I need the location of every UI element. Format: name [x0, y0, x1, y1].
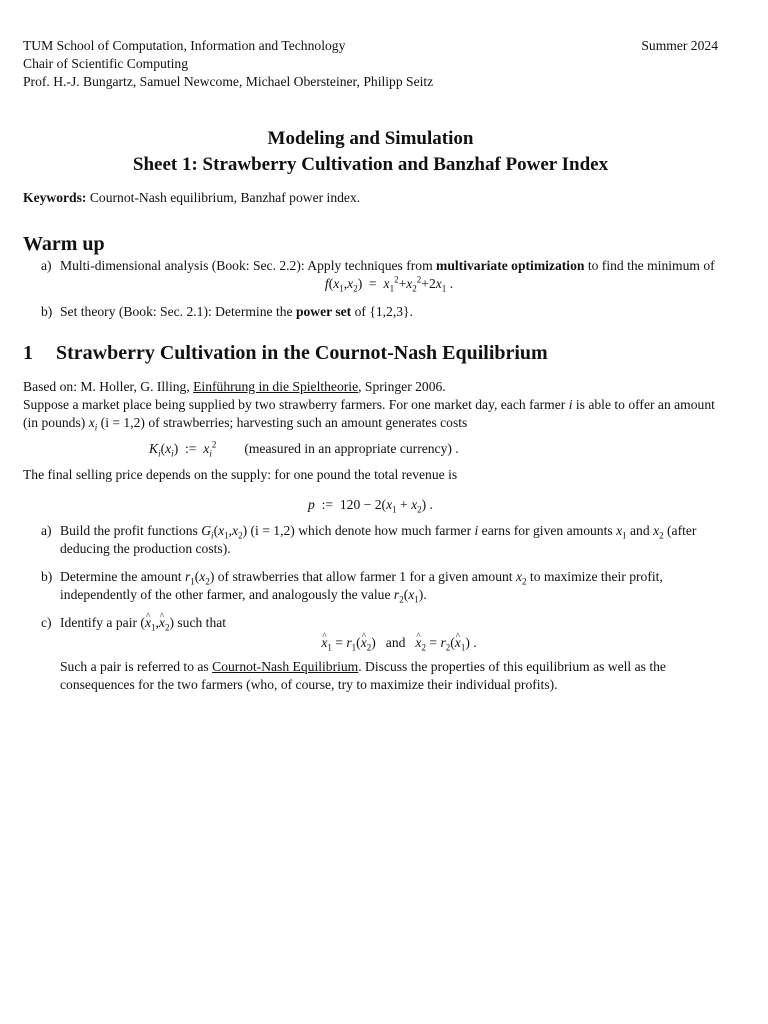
section-title: Strawberry Cultivation in the Cournot-Nash Equilibrium [56, 342, 548, 364]
item-c-such-pre: Such a pair is referred to as [60, 659, 213, 674]
institution: TUM School of Computation, Information and Technology [23, 38, 346, 53]
based-on-end: , Springer 2006. [358, 379, 446, 394]
item-a-and: and [626, 523, 654, 538]
warmup-b-text: Set theory (Book: Sec. 2.1): Determine the [60, 304, 296, 319]
warmup-heading: Warm up [23, 233, 105, 255]
price-intro: The final selling price depends on the supply: for one pound the total revenue is [23, 467, 458, 482]
authors: Prof. H.-J. Bungartz, Samuel Newcome, Michael Obersteiner, Philipp Seitz [23, 74, 434, 89]
item-b-mid: of strawberries that allow farmer 1 for a given amount [214, 569, 516, 584]
term: Summer 2024 [641, 38, 718, 53]
item-c-post: such that [173, 615, 227, 630]
suppose-range: (i = 1,2) of strawberries; harvesting such an amount generates costs [97, 415, 468, 430]
and-word: and [385, 635, 406, 650]
item-a-mid: (i = 1,2) which denote how much farmer [247, 523, 475, 538]
item-label: a) [41, 523, 52, 538]
warmup-item-a [23, 257, 718, 293]
item-b-end: . [423, 587, 427, 602]
document-page [23, 37, 718, 694]
warmup-list [23, 257, 718, 321]
warmup-item-b [23, 303, 718, 321]
based-on-text: Based on: M. Holler, G. Illing, [23, 379, 194, 394]
item-c-paragraph [60, 658, 718, 694]
item-label: a) [41, 258, 52, 273]
warmup-b-bold: power set [295, 304, 352, 319]
section-1-intro: Based on: M. Holler, G. Illing, Einführung in die Spieltheorie, Springer 2006. Suppose a market place being supplied by two strawberry farmers. For one market day, each farmer i is able to offer an amount (in pounds) $x_i$ (i = 1,2) of strawberries; harvesting such an amount generates costs [23, 379, 715, 433]
title-block [23, 126, 718, 178]
section-1-item-a: a) Build the profit functions $G_i(x_1,x_2) (i = 1,2)$ which denote how much farmer i earns for given amounts $x_1$ and $x_2$ (after deducing the production costs). [41, 523, 697, 556]
chair: Chair of Scientific Computing [23, 56, 188, 71]
warmup-a-text: Multi-dimensional analysis (Book: Sec. 2.2): Apply techniques from [60, 258, 437, 273]
warmup-b-text-end: of {1,2,3}. [351, 304, 413, 319]
item-a-text: Build the profit functions [60, 523, 202, 538]
section-1-item-c: c) Identify a pair (^ $x_1,\^{}$ $x_2$) such that ^ $x_1$ = $r_1(\^{}$ $x_2$) and^ $x_2$ = $r_2(\^{}$ $x_1$) . Such a pair is referred to as Cournot-Nash Equilibrium. Discuss the properties of this equilibrium as well as the consequences for the two farmers (who, of course, try to maximize their individual profits). [23, 614, 718, 694]
section-1-list [23, 522, 718, 694]
item-label: c) [41, 615, 52, 630]
keywords-text: Cournot-Nash equilibrium, Banzhaf power index. [86, 190, 361, 205]
item-b-mid2: to maximize their profit, independently of the other farmer, and analogously the value [60, 569, 663, 602]
suppose-mid: is able to offer an amount (in pounds) [23, 397, 715, 430]
section-1-item-b: b) Determine the amount $r_1(x_2)$ of strawberries that allow farmer 1 for a given amount $x_2$ to maximize their profit, independently of the other farmer, and analogously the value $r_2(x_1)$. [41, 569, 663, 605]
item-b-text: Determine the amount [60, 569, 185, 584]
keywords-label: Keywords: [23, 190, 87, 205]
item-c-such-post: . Discuss the properties of this equilibrium as well as the consequences for the two farmers (who, of course, try to maximize their individual profits). [60, 659, 666, 692]
farmer-index: i [568, 397, 573, 412]
section-number: 1 [23, 342, 33, 364]
book-title-link[interactable]: Einführung in die Spieltheorie [193, 379, 359, 394]
item-label: b) [41, 569, 53, 584]
warmup-a-text-end: to find the minimum of [584, 258, 715, 273]
equation-f: $f(x_1,x_2) = x_1^2+x_2^2+2x_1$ . [324, 274, 454, 294]
warmup-a-bold: multivariate optimization [436, 258, 585, 273]
sheet-title: Sheet 1: Strawberry Cultivation and Banzhaf Power Index [132, 154, 609, 175]
equation-price: p := $120 - 2(x_1 + x_2)$ . [308, 497, 433, 515]
item-a-end: (after deducing the production costs). [60, 523, 697, 556]
keywords [23, 189, 718, 207]
section-1-heading [23, 340, 718, 366]
document-header [23, 37, 718, 91]
equation-cost: $K_i(x_i)$ := $x_i^2$ (measured in an appropriate currency) . [149, 439, 459, 459]
cost-note: (measured in an appropriate currency) . [244, 441, 459, 456]
equation-pair: ^ $x_1$ = $r_1(\^{}$ $x_2$) and^ $x_2$ = $r_2(\^{}$ $x_1$) . [60, 634, 718, 652]
suppose-text: Suppose a market place being supplied by two strawberry farmers. For one market day, each farmer [23, 397, 569, 412]
cournot-nash-link[interactable]: Cournot-Nash Equilibrium [212, 659, 359, 674]
item-a-mid2: earns for given amounts [478, 523, 617, 538]
item-label: b) [41, 304, 53, 319]
item-c-text: Identify a pair [60, 615, 141, 630]
course-title: Modeling and Simulation [267, 128, 474, 149]
